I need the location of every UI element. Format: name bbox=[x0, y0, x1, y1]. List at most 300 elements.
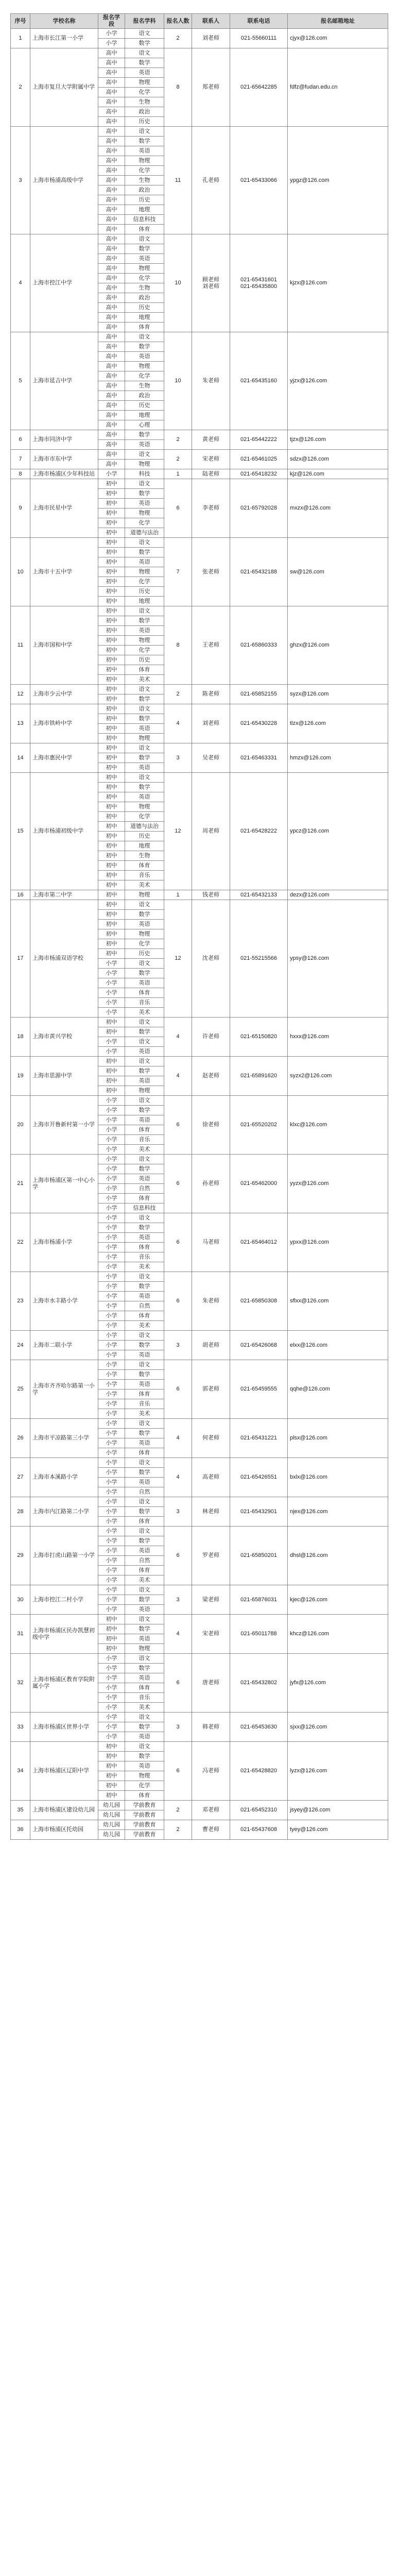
email-cell: syzx2@126.com bbox=[288, 1057, 388, 1096]
count-cell: 10 bbox=[164, 234, 192, 332]
school-name-cell: 上海市思源中学 bbox=[30, 1057, 98, 1096]
table-row bbox=[11, 29, 388, 39]
subject-cell: 英语 bbox=[125, 1673, 164, 1683]
school-name-cell: 上海市十五中学 bbox=[30, 538, 98, 606]
grade-cell: 小学 bbox=[98, 1194, 125, 1204]
subject-cell: 英语 bbox=[125, 1546, 164, 1556]
grade-cell: 初中 bbox=[98, 606, 125, 616]
email-cell: qqhe@126.com bbox=[288, 1360, 388, 1419]
grade-cell: 小学 bbox=[98, 1389, 125, 1399]
email-cell: hmzx@126.com bbox=[288, 743, 388, 773]
contact-cell: 刘老师 bbox=[192, 29, 230, 48]
subject-cell: 英语 bbox=[125, 1047, 164, 1057]
subject-cell: 体育 bbox=[125, 988, 164, 998]
subject-cell: 历史 bbox=[125, 587, 164, 597]
grade-cell: 高中 bbox=[98, 381, 125, 391]
email-cell: klxc@126.com bbox=[288, 1096, 388, 1155]
grade-cell: 小学 bbox=[98, 978, 125, 988]
subject-cell: 英语 bbox=[125, 440, 164, 450]
grade-cell: 小学 bbox=[98, 469, 125, 479]
grade-cell: 高中 bbox=[98, 293, 125, 303]
grade-cell: 小学 bbox=[98, 1331, 125, 1341]
grade-cell: 初中 bbox=[98, 1781, 125, 1791]
seq-cell: 13 bbox=[11, 704, 30, 743]
table-row bbox=[11, 234, 388, 244]
grade-cell: 初中 bbox=[98, 1018, 125, 1027]
seq-cell: 5 bbox=[11, 332, 30, 430]
grade-cell: 小学 bbox=[98, 1517, 125, 1527]
subject-cell: 数学 bbox=[125, 1722, 164, 1732]
grade-cell: 小学 bbox=[98, 1213, 125, 1223]
subject-cell: 语文 bbox=[125, 1654, 164, 1664]
grade-cell: 高中 bbox=[98, 391, 125, 401]
table-row bbox=[11, 1057, 388, 1066]
table-row bbox=[11, 450, 388, 460]
count-cell: 12 bbox=[164, 773, 192, 890]
seq-cell: 33 bbox=[11, 1713, 30, 1742]
subject-cell: 英语 bbox=[125, 1380, 164, 1389]
school-name-cell: 上海市杨浦区建设幼儿园 bbox=[30, 1801, 98, 1820]
subject-cell: 英语 bbox=[125, 1478, 164, 1487]
grade-cell: 小学 bbox=[98, 969, 125, 978]
phone-cell: 021-65426551 bbox=[230, 1458, 288, 1497]
subject-cell: 学前教育 bbox=[125, 1810, 164, 1820]
col-subject: 报名学科 bbox=[125, 14, 164, 29]
grade-cell: 初中 bbox=[98, 1086, 125, 1096]
subject-cell: 体育 bbox=[125, 323, 164, 332]
school-name-cell: 上海市控江二村小学 bbox=[30, 1585, 98, 1615]
contact-cell: 邓老师 bbox=[192, 1801, 230, 1820]
grade-cell: 初中 bbox=[98, 675, 125, 685]
subject-cell: 历史 bbox=[125, 832, 164, 841]
grade-cell: 初中 bbox=[98, 1752, 125, 1761]
grade-cell: 初中 bbox=[98, 548, 125, 557]
subject-cell: 数学 bbox=[125, 1027, 164, 1037]
email-cell: lyzx@126.com bbox=[288, 1742, 388, 1801]
email-cell: ypsy@126.com bbox=[288, 900, 388, 1018]
grade-cell: 初中 bbox=[98, 577, 125, 587]
grade-cell: 小学 bbox=[98, 1605, 125, 1615]
subject-cell: 语文 bbox=[125, 1419, 164, 1429]
school-name-cell: 上海市长江第一小学 bbox=[30, 29, 98, 48]
grade-cell: 小学 bbox=[98, 1272, 125, 1282]
school-name-cell: 上海市第二中学 bbox=[30, 890, 98, 900]
subject-cell: 数学 bbox=[125, 430, 164, 440]
subject-cell: 数学 bbox=[125, 1429, 164, 1438]
subject-cell: 美术 bbox=[125, 1145, 164, 1155]
grade-cell: 幼儿园 bbox=[98, 1820, 125, 1830]
table-row bbox=[11, 1654, 388, 1664]
table-row bbox=[11, 538, 388, 548]
grade-cell: 小学 bbox=[98, 1654, 125, 1664]
count-cell: 2 bbox=[164, 685, 192, 704]
grade-cell: 小学 bbox=[98, 1135, 125, 1145]
email-cell: dezx@126.com bbox=[288, 890, 388, 900]
grade-cell: 高中 bbox=[98, 401, 125, 411]
grade-cell: 小学 bbox=[98, 39, 125, 48]
subject-cell: 数学 bbox=[125, 1752, 164, 1761]
phone-cell: 021-65453630 bbox=[230, 1713, 288, 1742]
subject-cell: 英语 bbox=[125, 1438, 164, 1448]
grade-cell: 初中 bbox=[98, 910, 125, 920]
contact-cell: 曹老师 bbox=[192, 1820, 230, 1840]
count-cell: 4 bbox=[164, 1458, 192, 1497]
subject-cell: 物理 bbox=[125, 890, 164, 900]
phone-cell: 021-65459555 bbox=[230, 1360, 288, 1419]
grade-cell: 初中 bbox=[98, 489, 125, 499]
subject-cell: 语文 bbox=[125, 29, 164, 39]
grade-cell: 初中 bbox=[98, 597, 125, 606]
grade-cell: 小学 bbox=[98, 1145, 125, 1155]
school-name-cell: 上海市打虎山路第一小学 bbox=[30, 1527, 98, 1585]
phone-cell: 021-65432901 bbox=[230, 1497, 288, 1527]
grade-cell: 小学 bbox=[98, 1468, 125, 1478]
email-cell: tyey@126.com bbox=[288, 1820, 388, 1840]
subject-cell: 英语 bbox=[125, 352, 164, 362]
subject-cell: 数学 bbox=[125, 137, 164, 146]
contact-cell: 顾老师 刘老师 bbox=[192, 234, 230, 332]
phone-cell: 021-55215566 bbox=[230, 900, 288, 1018]
subject-cell: 音乐 bbox=[125, 998, 164, 1008]
subject-cell: 数学 bbox=[125, 1106, 164, 1115]
subject-cell: 语文 bbox=[125, 773, 164, 783]
email-cell: yyzx@126.com bbox=[288, 1155, 388, 1213]
grade-cell: 幼儿园 bbox=[98, 1810, 125, 1820]
subject-cell: 化学 bbox=[125, 88, 164, 97]
phone-cell: 021-65860333 bbox=[230, 606, 288, 685]
seq-cell: 35 bbox=[11, 1801, 30, 1820]
subject-cell: 音乐 bbox=[125, 1252, 164, 1262]
subject-cell: 物理 bbox=[125, 802, 164, 812]
subject-cell: 语文 bbox=[125, 538, 164, 548]
email-cell: sdzx@126.com bbox=[288, 450, 388, 469]
table-row bbox=[11, 743, 388, 753]
grade-cell: 小学 bbox=[98, 1282, 125, 1292]
seq-cell: 36 bbox=[11, 1820, 30, 1840]
school-name-cell: 上海市开鲁新村第一小学 bbox=[30, 1096, 98, 1155]
grade-cell: 初中 bbox=[98, 773, 125, 783]
subject-cell: 语文 bbox=[125, 704, 164, 714]
grade-cell: 小学 bbox=[98, 1350, 125, 1360]
subject-cell: 地理 bbox=[125, 205, 164, 215]
email-cell: sw@126.com bbox=[288, 538, 388, 606]
subject-cell: 英语 bbox=[125, 146, 164, 156]
email-cell: elxx@126.com bbox=[288, 1331, 388, 1360]
seq-cell: 3 bbox=[11, 127, 30, 234]
school-name-cell: 上海市复旦大学附属中学 bbox=[30, 48, 98, 127]
grade-cell: 初中 bbox=[98, 949, 125, 959]
subject-cell: 美术 bbox=[125, 1409, 164, 1419]
subject-cell: 物理 bbox=[125, 78, 164, 88]
subject-cell: 数学 bbox=[125, 783, 164, 792]
school-name-cell: 上海市杨浦区第一中心小学 bbox=[30, 1155, 98, 1213]
subject-cell: 道德与法治 bbox=[125, 528, 164, 538]
subject-cell: 语文 bbox=[125, 1615, 164, 1624]
phone-cell: 021-65432133 bbox=[230, 890, 288, 900]
email-cell: dhsl@126.com bbox=[288, 1527, 388, 1585]
email-cell: kjzx@126.com bbox=[288, 234, 388, 332]
contact-cell: 赵老师 bbox=[192, 1057, 230, 1096]
grade-cell: 小学 bbox=[98, 1527, 125, 1536]
subject-cell: 语文 bbox=[125, 1213, 164, 1223]
seq-cell: 26 bbox=[11, 1419, 30, 1458]
subject-cell: 地理 bbox=[125, 411, 164, 420]
subject-cell: 英语 bbox=[125, 626, 164, 636]
grade-cell: 小学 bbox=[98, 1732, 125, 1742]
grade-cell: 初中 bbox=[98, 753, 125, 763]
count-cell: 4 bbox=[164, 1057, 192, 1096]
subject-cell: 历史 bbox=[125, 303, 164, 313]
subject-cell: 学前教育 bbox=[125, 1830, 164, 1840]
subject-cell: 数学 bbox=[125, 1468, 164, 1478]
seq-cell: 11 bbox=[11, 606, 30, 685]
grade-cell: 小学 bbox=[98, 1713, 125, 1722]
seq-cell: 29 bbox=[11, 1527, 30, 1585]
subject-cell: 体育 bbox=[125, 1125, 164, 1135]
school-name-cell: 上海市杨浦高级中学 bbox=[30, 127, 98, 234]
subject-cell: 英语 bbox=[125, 254, 164, 264]
grade-cell: 小学 bbox=[98, 1429, 125, 1438]
grade-cell: 初中 bbox=[98, 851, 125, 861]
phone-cell: 021-65430228 bbox=[230, 704, 288, 743]
school-name-cell: 上海市延吉中学 bbox=[30, 332, 98, 430]
contact-cell: 朱老师 bbox=[192, 332, 230, 430]
subject-cell: 语文 bbox=[125, 1272, 164, 1282]
grade-cell: 高中 bbox=[98, 460, 125, 469]
grade-cell: 初中 bbox=[98, 528, 125, 538]
subject-cell: 历史 bbox=[125, 401, 164, 411]
subject-cell: 英语 bbox=[125, 792, 164, 802]
subject-cell: 音乐 bbox=[125, 1399, 164, 1409]
grade-cell: 初中 bbox=[98, 880, 125, 890]
phone-cell: 021-65431601 021-65435800 bbox=[230, 234, 288, 332]
table-row bbox=[11, 1272, 388, 1282]
grade-cell: 小学 bbox=[98, 1556, 125, 1566]
grade-cell: 初中 bbox=[98, 1027, 125, 1037]
contact-cell: 钱老师 bbox=[192, 890, 230, 900]
school-name-cell: 上海市杨浦区辽阳中学 bbox=[30, 1742, 98, 1801]
grade-cell: 小学 bbox=[98, 1125, 125, 1135]
subject-cell: 美术 bbox=[125, 1008, 164, 1018]
contact-cell: 朱老师 bbox=[192, 1272, 230, 1331]
subject-cell: 物理 bbox=[125, 509, 164, 518]
subject-cell: 数学 bbox=[125, 753, 164, 763]
subject-cell: 物理 bbox=[125, 460, 164, 469]
seq-cell: 17 bbox=[11, 900, 30, 1018]
table-row bbox=[11, 1155, 388, 1164]
grade-cell: 高中 bbox=[98, 234, 125, 244]
grade-cell: 小学 bbox=[98, 1262, 125, 1272]
subject-cell: 数学 bbox=[125, 1624, 164, 1634]
count-cell: 6 bbox=[164, 1527, 192, 1585]
subject-cell: 体育 bbox=[125, 665, 164, 675]
seq-cell: 16 bbox=[11, 890, 30, 900]
grade-cell: 初中 bbox=[98, 812, 125, 822]
subject-cell: 体育 bbox=[125, 1389, 164, 1399]
grade-cell: 小学 bbox=[98, 1292, 125, 1301]
subject-cell: 数学 bbox=[125, 1223, 164, 1233]
count-cell: 6 bbox=[164, 1742, 192, 1801]
count-cell: 3 bbox=[164, 1497, 192, 1527]
grade-cell: 小学 bbox=[98, 1370, 125, 1380]
count-cell: 8 bbox=[164, 606, 192, 685]
grade-cell: 小学 bbox=[98, 1673, 125, 1683]
subject-cell: 语文 bbox=[125, 332, 164, 342]
phone-cell: 021-65435160 bbox=[230, 332, 288, 430]
subject-cell: 美术 bbox=[125, 675, 164, 685]
school-name-cell: 上海市杨浦区世界小学 bbox=[30, 1713, 98, 1742]
subject-cell: 数学 bbox=[125, 58, 164, 68]
count-cell: 10 bbox=[164, 332, 192, 430]
subject-cell: 英语 bbox=[125, 1761, 164, 1771]
subject-cell: 数学 bbox=[125, 1370, 164, 1380]
subject-cell: 英语 bbox=[125, 1605, 164, 1615]
subject-cell: 语文 bbox=[125, 1057, 164, 1066]
table-body bbox=[11, 29, 388, 1840]
grade-cell: 小学 bbox=[98, 1223, 125, 1233]
seq-cell: 4 bbox=[11, 234, 30, 332]
grade-cell: 小学 bbox=[98, 1321, 125, 1331]
subject-cell: 化学 bbox=[125, 371, 164, 381]
email-cell: hxxx@126.com bbox=[288, 1018, 388, 1057]
phone-cell: 021-65428820 bbox=[230, 1742, 288, 1801]
email-cell: tjzx@126.com bbox=[288, 430, 388, 450]
phone-cell: 021-55660111 bbox=[230, 29, 288, 48]
subject-cell: 语文 bbox=[125, 606, 164, 616]
grade-cell: 高中 bbox=[98, 166, 125, 176]
seq-cell: 7 bbox=[11, 450, 30, 469]
subject-cell: 英语 bbox=[125, 1174, 164, 1184]
phone-cell: 021-65442222 bbox=[230, 430, 288, 450]
phone-cell: 021-65452310 bbox=[230, 1801, 288, 1820]
grade-cell: 初中 bbox=[98, 694, 125, 704]
grade-cell: 初中 bbox=[98, 832, 125, 841]
count-cell: 7 bbox=[164, 538, 192, 606]
grade-cell: 小学 bbox=[98, 988, 125, 998]
table-row bbox=[11, 685, 388, 694]
grade-cell: 高中 bbox=[98, 225, 125, 234]
table-row bbox=[11, 430, 388, 440]
grade-cell: 小学 bbox=[98, 1252, 125, 1262]
grade-cell: 初中 bbox=[98, 704, 125, 714]
col-email: 报名邮箱地址 bbox=[288, 14, 388, 29]
grade-cell: 小学 bbox=[98, 1566, 125, 1575]
subject-cell: 物理 bbox=[125, 929, 164, 939]
seq-cell: 31 bbox=[11, 1615, 30, 1654]
table-row bbox=[11, 900, 388, 910]
subject-cell: 英语 bbox=[125, 724, 164, 734]
grade-cell: 小学 bbox=[98, 1438, 125, 1448]
table-row bbox=[11, 1213, 388, 1223]
subject-cell: 体育 bbox=[125, 1683, 164, 1693]
grade-cell: 高中 bbox=[98, 274, 125, 283]
grade-cell: 小学 bbox=[98, 1096, 125, 1106]
subject-cell: 体育 bbox=[125, 1566, 164, 1575]
grade-cell: 小学 bbox=[98, 1037, 125, 1047]
grade-cell: 初中 bbox=[98, 665, 125, 675]
subject-cell: 音乐 bbox=[125, 1135, 164, 1145]
phone-cell: 021-65463331 bbox=[230, 743, 288, 773]
subject-cell: 语文 bbox=[125, 1360, 164, 1370]
email-cell: jyfx@126.com bbox=[288, 1654, 388, 1713]
seq-cell: 30 bbox=[11, 1585, 30, 1615]
subject-cell: 历史 bbox=[125, 195, 164, 205]
grade-cell: 高中 bbox=[98, 205, 125, 215]
contact-cell: 韩老师 bbox=[192, 1713, 230, 1742]
count-cell: 3 bbox=[164, 1713, 192, 1742]
grade-cell: 初中 bbox=[98, 861, 125, 871]
contact-cell: 冯老师 bbox=[192, 1742, 230, 1801]
col-contact: 联系人 bbox=[192, 14, 230, 29]
grade-cell: 初中 bbox=[98, 724, 125, 734]
subject-cell: 数学 bbox=[125, 910, 164, 920]
phone-cell: 021-65432802 bbox=[230, 1654, 288, 1713]
grade-cell: 小学 bbox=[98, 1301, 125, 1311]
grade-cell: 初中 bbox=[98, 734, 125, 743]
grade-cell: 初中 bbox=[98, 714, 125, 724]
school-name-cell: 上海市同济中学 bbox=[30, 430, 98, 450]
seq-cell: 6 bbox=[11, 430, 30, 450]
contact-cell: 宋老师 bbox=[192, 1615, 230, 1654]
subject-cell: 语文 bbox=[125, 127, 164, 137]
email-cell: bxlx@126.com bbox=[288, 1458, 388, 1497]
subject-cell: 数学 bbox=[125, 1164, 164, 1174]
grade-cell: 初中 bbox=[98, 646, 125, 655]
contact-cell: 陆老师 bbox=[192, 469, 230, 479]
grade-cell: 小学 bbox=[98, 1380, 125, 1389]
col-phone: 联系电话 bbox=[230, 14, 288, 29]
subject-cell: 数学 bbox=[125, 1595, 164, 1605]
school-name-cell: 上海市内江路第二小学 bbox=[30, 1497, 98, 1527]
grade-cell: 高中 bbox=[98, 107, 125, 117]
subject-cell: 地理 bbox=[125, 313, 164, 323]
subject-cell: 地理 bbox=[125, 597, 164, 606]
seq-cell: 19 bbox=[11, 1057, 30, 1096]
table-row bbox=[11, 1458, 388, 1468]
grade-cell: 初中 bbox=[98, 685, 125, 694]
contact-cell: 陈老师 bbox=[192, 685, 230, 704]
grade-cell: 小学 bbox=[98, 1164, 125, 1174]
col-seq: 序号 bbox=[11, 14, 30, 29]
school-name-cell: 上海市二联小学 bbox=[30, 1331, 98, 1360]
seq-cell: 8 bbox=[11, 469, 30, 479]
subject-cell: 地理 bbox=[125, 841, 164, 851]
subject-cell: 体育 bbox=[125, 225, 164, 234]
subject-cell: 语文 bbox=[125, 1331, 164, 1341]
grade-cell: 初中 bbox=[98, 890, 125, 900]
subject-cell: 语文 bbox=[125, 1037, 164, 1047]
subject-cell: 语文 bbox=[125, 1527, 164, 1536]
subject-cell: 化学 bbox=[125, 939, 164, 949]
email-cell: plsx@126.com bbox=[288, 1419, 388, 1458]
contact-cell: 宋老师 bbox=[192, 450, 230, 469]
subject-cell: 语文 bbox=[125, 959, 164, 969]
grade-cell: 高中 bbox=[98, 440, 125, 450]
subject-cell: 语文 bbox=[125, 234, 164, 244]
table-row bbox=[11, 1713, 388, 1722]
contact-cell: 张老师 bbox=[192, 538, 230, 606]
contact-cell: 马老师 bbox=[192, 1213, 230, 1272]
phone-cell: 021-65642285 bbox=[230, 48, 288, 127]
email-cell: sflxx@126.com bbox=[288, 1272, 388, 1331]
subject-cell: 英语 bbox=[125, 1233, 164, 1243]
table-row bbox=[11, 773, 388, 783]
grade-cell: 高中 bbox=[98, 323, 125, 332]
grade-cell: 高中 bbox=[98, 88, 125, 97]
table-row bbox=[11, 1615, 388, 1624]
contact-cell: 孙老师 bbox=[192, 1155, 230, 1213]
subject-cell: 生物 bbox=[125, 176, 164, 185]
